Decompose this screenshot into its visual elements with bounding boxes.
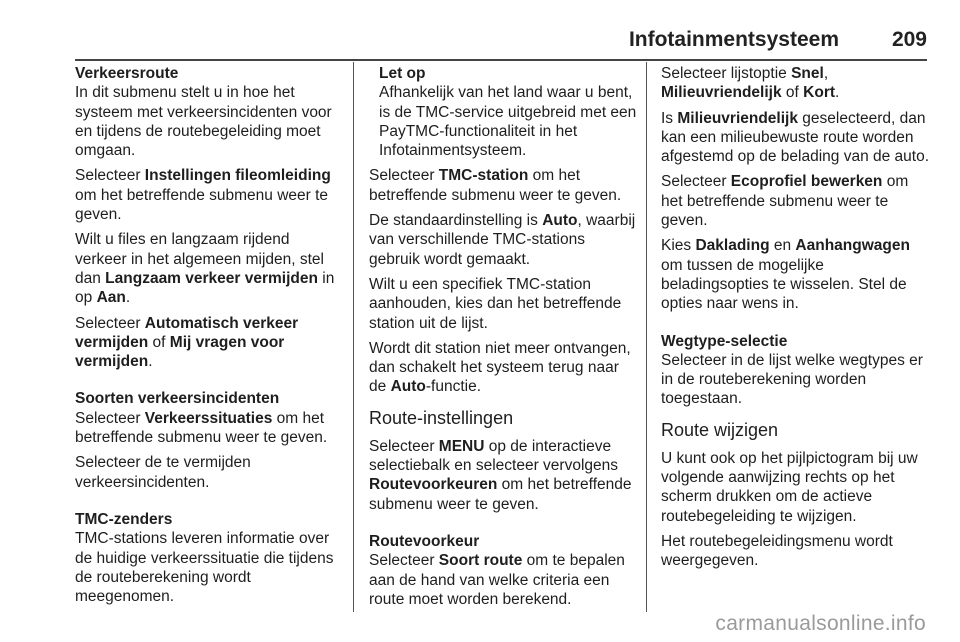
paragraph: Selecteer in de lijst welke wegtypes er in de routeberekening worden toegestaan. <box>661 351 923 408</box>
paragraph: Selecteer MENU op de interactieve selectiebalk en selecteer vervolgens Routevoorkeuren om het betreffende submenu weer te geven. <box>369 437 632 513</box>
paragraph: Selecteer Verkeerssituaties om het betreffende submenu weer te geven. <box>75 409 328 447</box>
note-text: Afhankelijk van het land waar u bent, is de TMC-service uitgebreid met een PayTMC-functionaliteit in het Infotainmentsysteem. <box>379 84 637 160</box>
paragraph: Is Milieuvriendelijk geselecteerd, dan kan een milieubewuste route worden afgestemd op de belading van de auto. <box>661 109 930 166</box>
paragraph: Selecteer Soort route om te bepalen aan de hand van welke criteria een route moet worden berekend. <box>369 552 625 608</box>
page-title: Infotainmentsysteem <box>628 28 839 51</box>
heading-route-instellingen: Route-instellingen <box>369 407 514 428</box>
column-3 <box>661 64 929 577</box>
paragraph: Kies Daklading en Aanhangwagen om tussen de mogelijke beladingsopties te wisselen. Stel de opties naar wens in. <box>661 237 910 313</box>
paragraph: Selecteer lijstoptie Snel, Milieuvriendelijk of Kort. <box>661 65 840 102</box>
note-heading: Let op <box>379 65 426 82</box>
column-1 <box>75 64 343 612</box>
paragraph: Wilt u een specifiek TMC-station aanhouden, kies dan het betreffende station uit de lijst. <box>369 275 622 332</box>
paragraph: TMC-stations leveren informatie over de huidige verkeerssituatie die tijdens de routeberekening wordt meegenomen. <box>75 530 334 606</box>
watermark: carmanualsonline.info <box>715 612 926 635</box>
paragraph: Wordt dit station niet meer ontvangen, dan schakelt het systeem terug naar de Auto-functie. <box>369 339 631 396</box>
paragraph: Selecteer Ecoprofiel bewerken om het betreffende submenu weer te geven. <box>661 173 909 230</box>
paragraph: Het routebegeleidingsmenu wordt weergegeven. <box>661 532 893 570</box>
column-2 <box>369 64 637 615</box>
heading-soorten: Soorten verkeersincidenten <box>75 390 280 408</box>
page-header <box>75 24 927 60</box>
paragraph: Selecteer Instellingen fileomleiding om het betreffende submenu weer te geven. <box>75 167 331 224</box>
heading-verkeersroute: Verkeersroute <box>75 65 179 82</box>
note-block <box>369 64 637 160</box>
column-divider-right <box>646 62 647 612</box>
heading-wegtype-selectie: Wegtype-selectie <box>661 332 788 350</box>
heading-tmc-zenders: TMC-zenders <box>75 510 173 528</box>
column-divider-left <box>353 62 354 612</box>
paragraph: Selecteer TMC-station om het betreffende submenu weer te geven. <box>369 167 622 204</box>
paragraph: De standaardinstelling is Auto, waarbij van verschillende TMC-stations gebruik wordt gemaakt. <box>369 212 636 268</box>
paragraph: In dit submenu stelt u in hoe het systeem met verkeersincidenten voor en tijdens de routebegeleiding moet omgaan. <box>75 84 332 160</box>
paragraph: Selecteer Automatisch verkeer vermijden of Mij vragen voor vermijden. <box>75 314 299 371</box>
header-rule <box>75 59 927 61</box>
heading-route-wijzigen: Route wijzigen <box>661 419 779 440</box>
page-number: 209 <box>891 28 927 51</box>
heading-routevoorkeur: Routevoorkeur <box>369 532 480 550</box>
paragraph: Selecteer de te vermijden verkeersincidenten. <box>75 454 251 491</box>
paragraph: Wilt u files en langzaam rijdend verkeer in het algemeen mijden, stel dan Langzaam verkeer vermijden in op Aan. <box>75 231 335 307</box>
paragraph: U kunt ook op het pijlpictogram bij uw volgende aanwijzing rechts op het scherm drukken om de actieve routebegeleiding te wijzigen. <box>661 449 918 525</box>
